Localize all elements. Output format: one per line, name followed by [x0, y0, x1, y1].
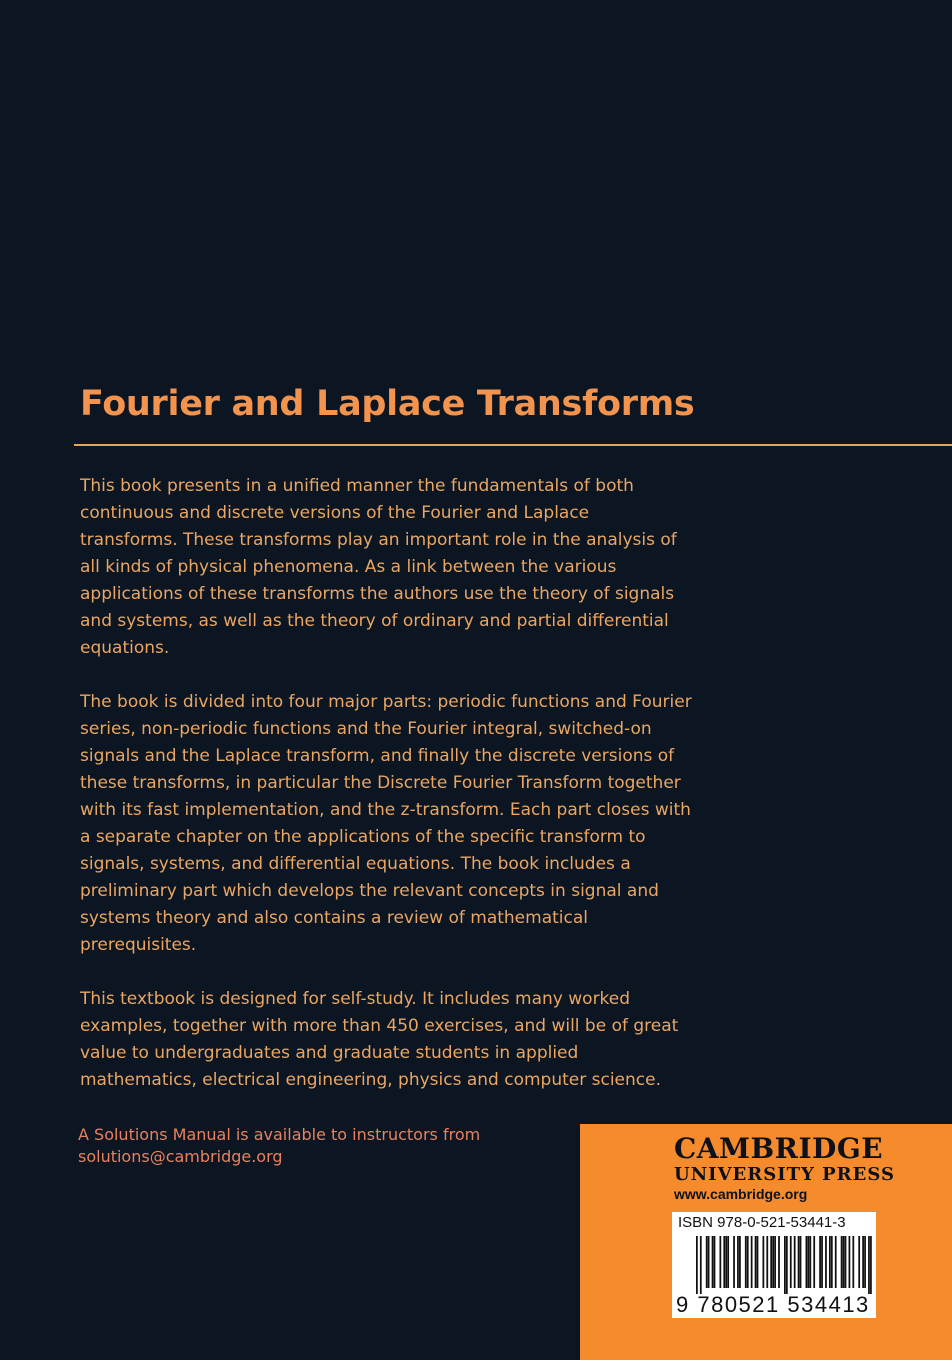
- solutions-manual-note: [78, 1124, 548, 1168]
- isbn-barcode: [672, 1212, 876, 1318]
- publisher-name: CAMBRIDGE: [674, 1132, 884, 1165]
- book-description: [80, 473, 692, 1121]
- publisher-press: UNIVERSITY PRESS: [674, 1164, 895, 1185]
- description-paragraph-1: This book presents in a unified manner the fundamentals of both continuous and discrete versions of the Fourier and Laplace transforms. These transforms play an important role in the analysis of all kinds of physical phenomena. As a link between the various applications of these transforms the authors use the theory of signals and systems, as well as the theory of ordinary and partial differential equations.: [80, 476, 677, 658]
- publisher-url: www.cambridge.org: [674, 1186, 808, 1202]
- title-divider: [74, 444, 952, 446]
- solutions-note-text: A Solutions Manual is available to instructors from: [78, 1125, 481, 1144]
- barcode-digits: 9 780521 534413: [676, 1292, 870, 1317]
- solutions-email: solutions@cambridge.org: [78, 1147, 283, 1166]
- book-title: Fourier and Laplace Transforms: [80, 384, 695, 424]
- isbn-label: ISBN 978-0-521-53441-3: [678, 1214, 846, 1231]
- barcode-bars: [696, 1236, 872, 1294]
- description-paragraph-2: The book is divided into four major parts: periodic functions and Fourier series, non-periodic functions and the Fourier integral, switched-on signals and the Laplace transform, and finally the discrete versions of these transforms, in particular the Discrete Fourier Transform together with its fast implementation, and the z-transform. Each part closes with a separate chapter on the applications of the specific transform to signals, systems, and differential equations. The book includes a preliminary part which develops the relevant concepts in signal and systems theory and also contains a review of mathematical prerequisites.: [80, 692, 692, 955]
- publisher-panel: [580, 1124, 952, 1360]
- description-paragraph-3: This textbook is designed for self-study. It includes many worked examples, together with more than 450 exercises, and will be of great value to undergraduates and graduate students in applied mathematics, electrical engineering, physics and computer science.: [80, 989, 679, 1090]
